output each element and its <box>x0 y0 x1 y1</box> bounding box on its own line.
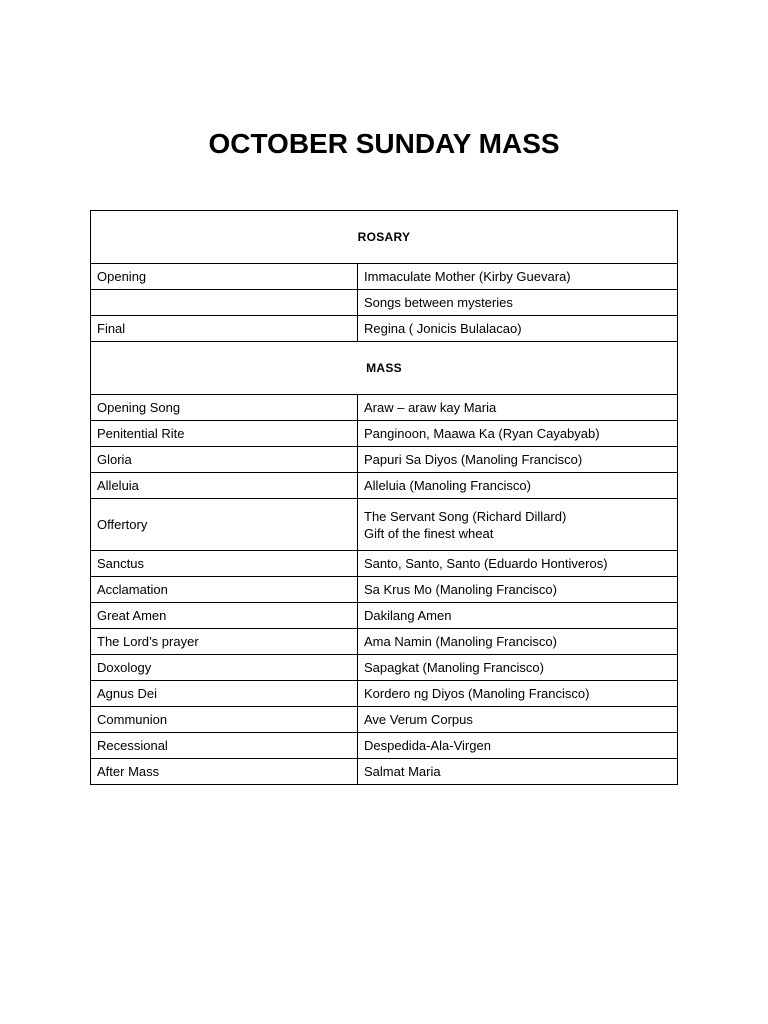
mass-part-cell: Opening <box>91 264 358 290</box>
song-cell <box>358 447 678 473</box>
schedule-body <box>91 211 678 785</box>
song-cell <box>358 264 678 290</box>
table-row <box>91 733 678 759</box>
song-cell <box>358 733 678 759</box>
mass-part-cell: The Lord’s prayer <box>91 629 358 655</box>
song-title: Sapagkat (Manoling Francisco) <box>364 660 544 675</box>
mass-part-cell: Offertory <box>91 499 358 551</box>
song-cell <box>358 759 678 785</box>
mass-part-cell: Great Amen <box>91 603 358 629</box>
mass-part-cell: Acclamation <box>91 577 358 603</box>
song-cell <box>358 290 678 316</box>
song-cell <box>358 681 678 707</box>
song-title: The Servant Song (Richard Dillard) <box>364 508 567 524</box>
mass-part-cell <box>91 290 358 316</box>
song-title: Despedida-Ala-Virgen <box>364 738 491 753</box>
section-header-row <box>91 211 678 264</box>
song-title: Santo, Santo, Santo (Eduardo Hontiveros) <box>364 556 608 571</box>
song-cell <box>358 603 678 629</box>
page-title: OCTOBER SUNDAY MASS <box>208 128 560 159</box>
table-row <box>91 759 678 785</box>
song-cell <box>358 421 678 447</box>
song-cell <box>358 473 678 499</box>
table-row <box>91 447 678 473</box>
song-title: Ave Verum Corpus <box>364 712 473 727</box>
song-cell <box>358 707 678 733</box>
section-heading: ROSARY <box>91 211 678 264</box>
mass-part-cell: Communion <box>91 707 358 733</box>
mass-part-cell: Doxology <box>91 655 358 681</box>
mass-part-cell: Opening Song <box>91 395 358 421</box>
song-title: Immaculate Mother (Kirby Guevara) <box>364 269 571 284</box>
table-row <box>91 551 678 577</box>
table-row <box>91 681 678 707</box>
song-title: Dakilang Amen <box>364 608 452 623</box>
song-title: Papuri Sa Diyos (Manoling Francisco) <box>364 452 583 467</box>
table-row <box>91 316 678 342</box>
mass-part-cell: Gloria <box>91 447 358 473</box>
song-title: Gift of the finest wheat <box>364 525 494 541</box>
table-row <box>91 603 678 629</box>
table-row <box>91 499 678 551</box>
table-row <box>91 473 678 499</box>
song-cell <box>358 395 678 421</box>
mass-part-cell: After Mass <box>91 759 358 785</box>
table-row <box>91 290 678 316</box>
song-title: Araw – araw kay Maria <box>364 400 497 415</box>
table-row <box>91 264 678 290</box>
song-title: Kordero ng Diyos (Manoling Francisco) <box>364 686 590 701</box>
mass-part-cell: Recessional <box>91 733 358 759</box>
song-cell <box>358 316 678 342</box>
song-title: Songs between mysteries <box>364 295 513 310</box>
table-row <box>91 577 678 603</box>
table-row <box>91 707 678 733</box>
song-title: Regina ( Jonicis Bulalacao) <box>364 321 522 336</box>
section-heading: MASS <box>91 342 678 395</box>
song-title: Sa Krus Mo (Manoling Francisco) <box>364 582 557 597</box>
mass-schedule-table <box>90 210 678 785</box>
mass-part-cell: Penitential Rite <box>91 421 358 447</box>
song-title: Salmat Maria <box>364 764 441 779</box>
song-title: Panginoon, Maawa Ka (Ryan Cayabyab) <box>364 426 600 441</box>
mass-part-cell: Final <box>91 316 358 342</box>
song-title: Ama Namin (Manoling Francisco) <box>364 634 557 649</box>
table-row <box>91 629 678 655</box>
mass-part-cell: Agnus Dei <box>91 681 358 707</box>
song-cell <box>358 499 678 551</box>
table-row <box>91 395 678 421</box>
song-cell <box>358 655 678 681</box>
song-cell <box>358 629 678 655</box>
song-title: Alleluia (Manoling Francisco) <box>364 478 531 493</box>
mass-part-cell: Sanctus <box>91 551 358 577</box>
section-header-row <box>91 342 678 395</box>
song-cell <box>358 551 678 577</box>
table-row <box>91 655 678 681</box>
song-cell <box>358 577 678 603</box>
mass-part-cell: Alleluia <box>91 473 358 499</box>
table-row <box>91 421 678 447</box>
